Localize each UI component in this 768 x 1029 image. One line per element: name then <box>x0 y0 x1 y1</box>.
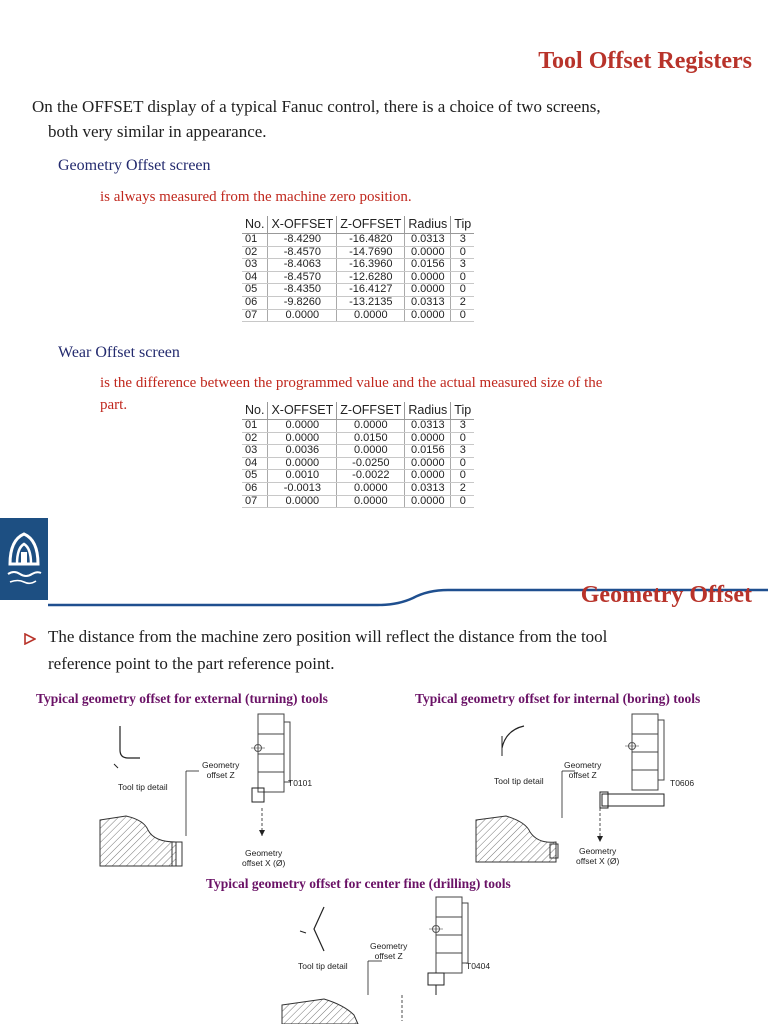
offset-z-label: offset Z <box>206 770 235 780</box>
table-cell: 02 <box>242 246 268 259</box>
table-cell: 0.0000 <box>337 482 405 495</box>
offset-x-label: offset X (Ø) <box>242 858 286 868</box>
geometry-description: is always measured from the machine zero position. <box>100 189 412 205</box>
table-cell: -16.4127 <box>337 284 405 297</box>
table-row <box>242 482 474 495</box>
wear-description-line2: part. <box>100 397 128 413</box>
table-cell: 0.0156 <box>405 259 451 272</box>
col-x-offset: X-OFFSET <box>268 216 337 234</box>
col-no: No. <box>242 216 268 234</box>
tool-number-label: T0404 <box>466 961 491 971</box>
geometry-label: Geometry <box>370 941 408 951</box>
table-cell: 0.0000 <box>405 470 451 483</box>
university-logo <box>0 518 48 600</box>
table-cell: 0 <box>451 495 474 508</box>
table-cell: 0.0000 <box>405 495 451 508</box>
table-cell: 0.0000 <box>268 420 337 433</box>
table-cell: 0 <box>451 271 474 284</box>
col-tip: Tip <box>451 402 474 420</box>
offset-z-label: offset Z <box>374 951 403 961</box>
geometry-label: Geometry <box>564 760 602 770</box>
table-cell: 0 <box>451 246 474 259</box>
external-turning-diagram <box>96 712 313 870</box>
table-cell: -8.4063 <box>268 259 337 272</box>
tool-tip-detail-label: Tool tip detail <box>118 782 168 792</box>
table-cell: -16.3960 <box>337 259 405 272</box>
table-cell: -8.4290 <box>268 234 337 247</box>
col-z-offset: Z-OFFSET <box>337 216 405 234</box>
table-cell: 04 <box>242 271 268 284</box>
table-row <box>242 271 474 284</box>
table-cell: 3 <box>451 420 474 433</box>
table-cell: 0.0000 <box>405 284 451 297</box>
table-row <box>242 445 474 458</box>
tool-tip-detail-label: Tool tip detail <box>298 961 348 971</box>
table-cell: 0.0010 <box>268 470 337 483</box>
table-cell: 0.0000 <box>268 495 337 508</box>
table-cell: 05 <box>242 284 268 297</box>
table-row <box>242 432 474 445</box>
table-cell: 0.0313 <box>405 234 451 247</box>
table-cell: 0.0313 <box>405 482 451 495</box>
table-cell: 0.0000 <box>337 309 405 322</box>
geometry-offset-z-label <box>564 760 601 780</box>
geometry-label: Geometry <box>244 848 283 858</box>
table-cell: -0.0022 <box>337 470 405 483</box>
table-row <box>242 284 474 297</box>
caption-external: Typical geometry offset for external (turning) tools <box>36 691 328 706</box>
bullet-arrow-icon <box>24 632 36 644</box>
table-cell: -13.2135 <box>337 296 405 309</box>
table-row <box>242 296 474 309</box>
wear-description-line1: is the difference between the programmed value and the actual measured size of the <box>100 375 603 391</box>
table-cell: 0 <box>451 470 474 483</box>
table-cell: -12.6280 <box>337 271 405 284</box>
geometry-offset-x-label <box>242 848 285 868</box>
intro-line1: On the OFFSET display of a typical Fanuc control, there is a choice of two screens, <box>32 97 601 116</box>
internal-boring-diagram <box>472 712 695 870</box>
table-cell: 0 <box>451 457 474 470</box>
geometry-heading: Geometry Offset screen <box>58 157 211 174</box>
table-cell: 3 <box>451 445 474 458</box>
caption-internal: Typical geometry offset for internal (boring) tools <box>415 691 701 706</box>
col-radius: Radius <box>405 402 451 420</box>
caption-drilling: Typical geometry offset for center fine (drilling) tools <box>206 876 511 891</box>
table-cell: 01 <box>242 234 268 247</box>
geometry-label: Geometry <box>578 846 617 856</box>
table-cell: 0.0156 <box>405 445 451 458</box>
table-cell: -8.4570 <box>268 271 337 284</box>
table-cell: 05 <box>242 470 268 483</box>
table-cell: 06 <box>242 296 268 309</box>
table-cell: -0.0013 <box>268 482 337 495</box>
geometry-offset-z-label <box>202 760 239 780</box>
table-cell: 2 <box>451 296 474 309</box>
table-cell: 04 <box>242 457 268 470</box>
col-tip: Tip <box>451 216 474 234</box>
table-cell: 0.0000 <box>337 495 405 508</box>
geometry-offset-z-label <box>370 941 407 961</box>
table-cell: 0.0000 <box>268 309 337 322</box>
tool-number-label: T0101 <box>288 778 313 788</box>
col-z-offset: Z-OFFSET <box>337 402 405 420</box>
table-cell: 02 <box>242 432 268 445</box>
tool-tip-detail-label: Tool tip detail <box>494 776 544 786</box>
table-cell: 06 <box>242 482 268 495</box>
table-row <box>242 234 474 247</box>
offset-x-label: offset X (Ø) <box>576 856 620 866</box>
table-cell: 0.0000 <box>405 246 451 259</box>
table-cell: 0.0150 <box>337 432 405 445</box>
table-cell: 0.0000 <box>268 457 337 470</box>
table-row <box>242 457 474 470</box>
table-cell: 01 <box>242 420 268 433</box>
table-cell: -8.4570 <box>268 246 337 259</box>
bullet-line2: reference point to the part reference point. <box>48 654 335 673</box>
slide1-title: Tool Offset Registers <box>538 48 752 74</box>
table-cell: 0.0313 <box>405 296 451 309</box>
geometry-offset-x-label <box>576 846 619 866</box>
col-no: No. <box>242 402 268 420</box>
table-cell: -16.4820 <box>337 234 405 247</box>
table-cell: -0.0250 <box>337 457 405 470</box>
bullet-line1: The distance from the machine zero position will reflect the distance from the tool <box>48 627 608 646</box>
table-cell: 0.0000 <box>337 420 405 433</box>
table-cell: 2 <box>451 482 474 495</box>
table-cell: -8.4350 <box>268 284 337 297</box>
offset-z-label: offset Z <box>568 770 597 780</box>
table-row <box>242 309 474 322</box>
geometry-label: Geometry <box>202 760 240 770</box>
table-cell: 07 <box>242 495 268 508</box>
table-cell: -14.7690 <box>337 246 405 259</box>
table-row <box>242 420 474 433</box>
geometry-offset-table <box>242 216 474 322</box>
table-cell: 0.0000 <box>337 445 405 458</box>
table-row <box>242 259 474 272</box>
table-cell: 0 <box>451 432 474 445</box>
col-x-offset: X-OFFSET <box>268 402 337 420</box>
table-cell: 0.0000 <box>405 309 451 322</box>
table-cell: 07 <box>242 309 268 322</box>
table-cell: 0.0000 <box>268 432 337 445</box>
table-cell: 0.0000 <box>405 271 451 284</box>
table-cell: -9.8260 <box>268 296 337 309</box>
table-cell: 03 <box>242 259 268 272</box>
drilling-diagram <box>278 895 491 1024</box>
table-row <box>242 470 474 483</box>
table-cell: 0.0000 <box>405 432 451 445</box>
wear-offset-table <box>242 402 474 508</box>
intro-line2: both very similar in appearance. <box>48 122 267 141</box>
table-row <box>242 495 474 508</box>
tool-number-label: T0606 <box>670 778 695 788</box>
table-cell: 0.0313 <box>405 420 451 433</box>
table-row <box>242 246 474 259</box>
table-cell: 0 <box>451 284 474 297</box>
table-cell: 03 <box>242 445 268 458</box>
table-cell: 0.0036 <box>268 445 337 458</box>
table-cell: 0.0000 <box>405 457 451 470</box>
table-cell: 3 <box>451 259 474 272</box>
wear-heading: Wear Offset screen <box>58 344 180 361</box>
table-cell: 3 <box>451 234 474 247</box>
col-radius: Radius <box>405 216 451 234</box>
slide2-title: Geometry Offset <box>580 582 752 608</box>
table-cell: 0 <box>451 309 474 322</box>
